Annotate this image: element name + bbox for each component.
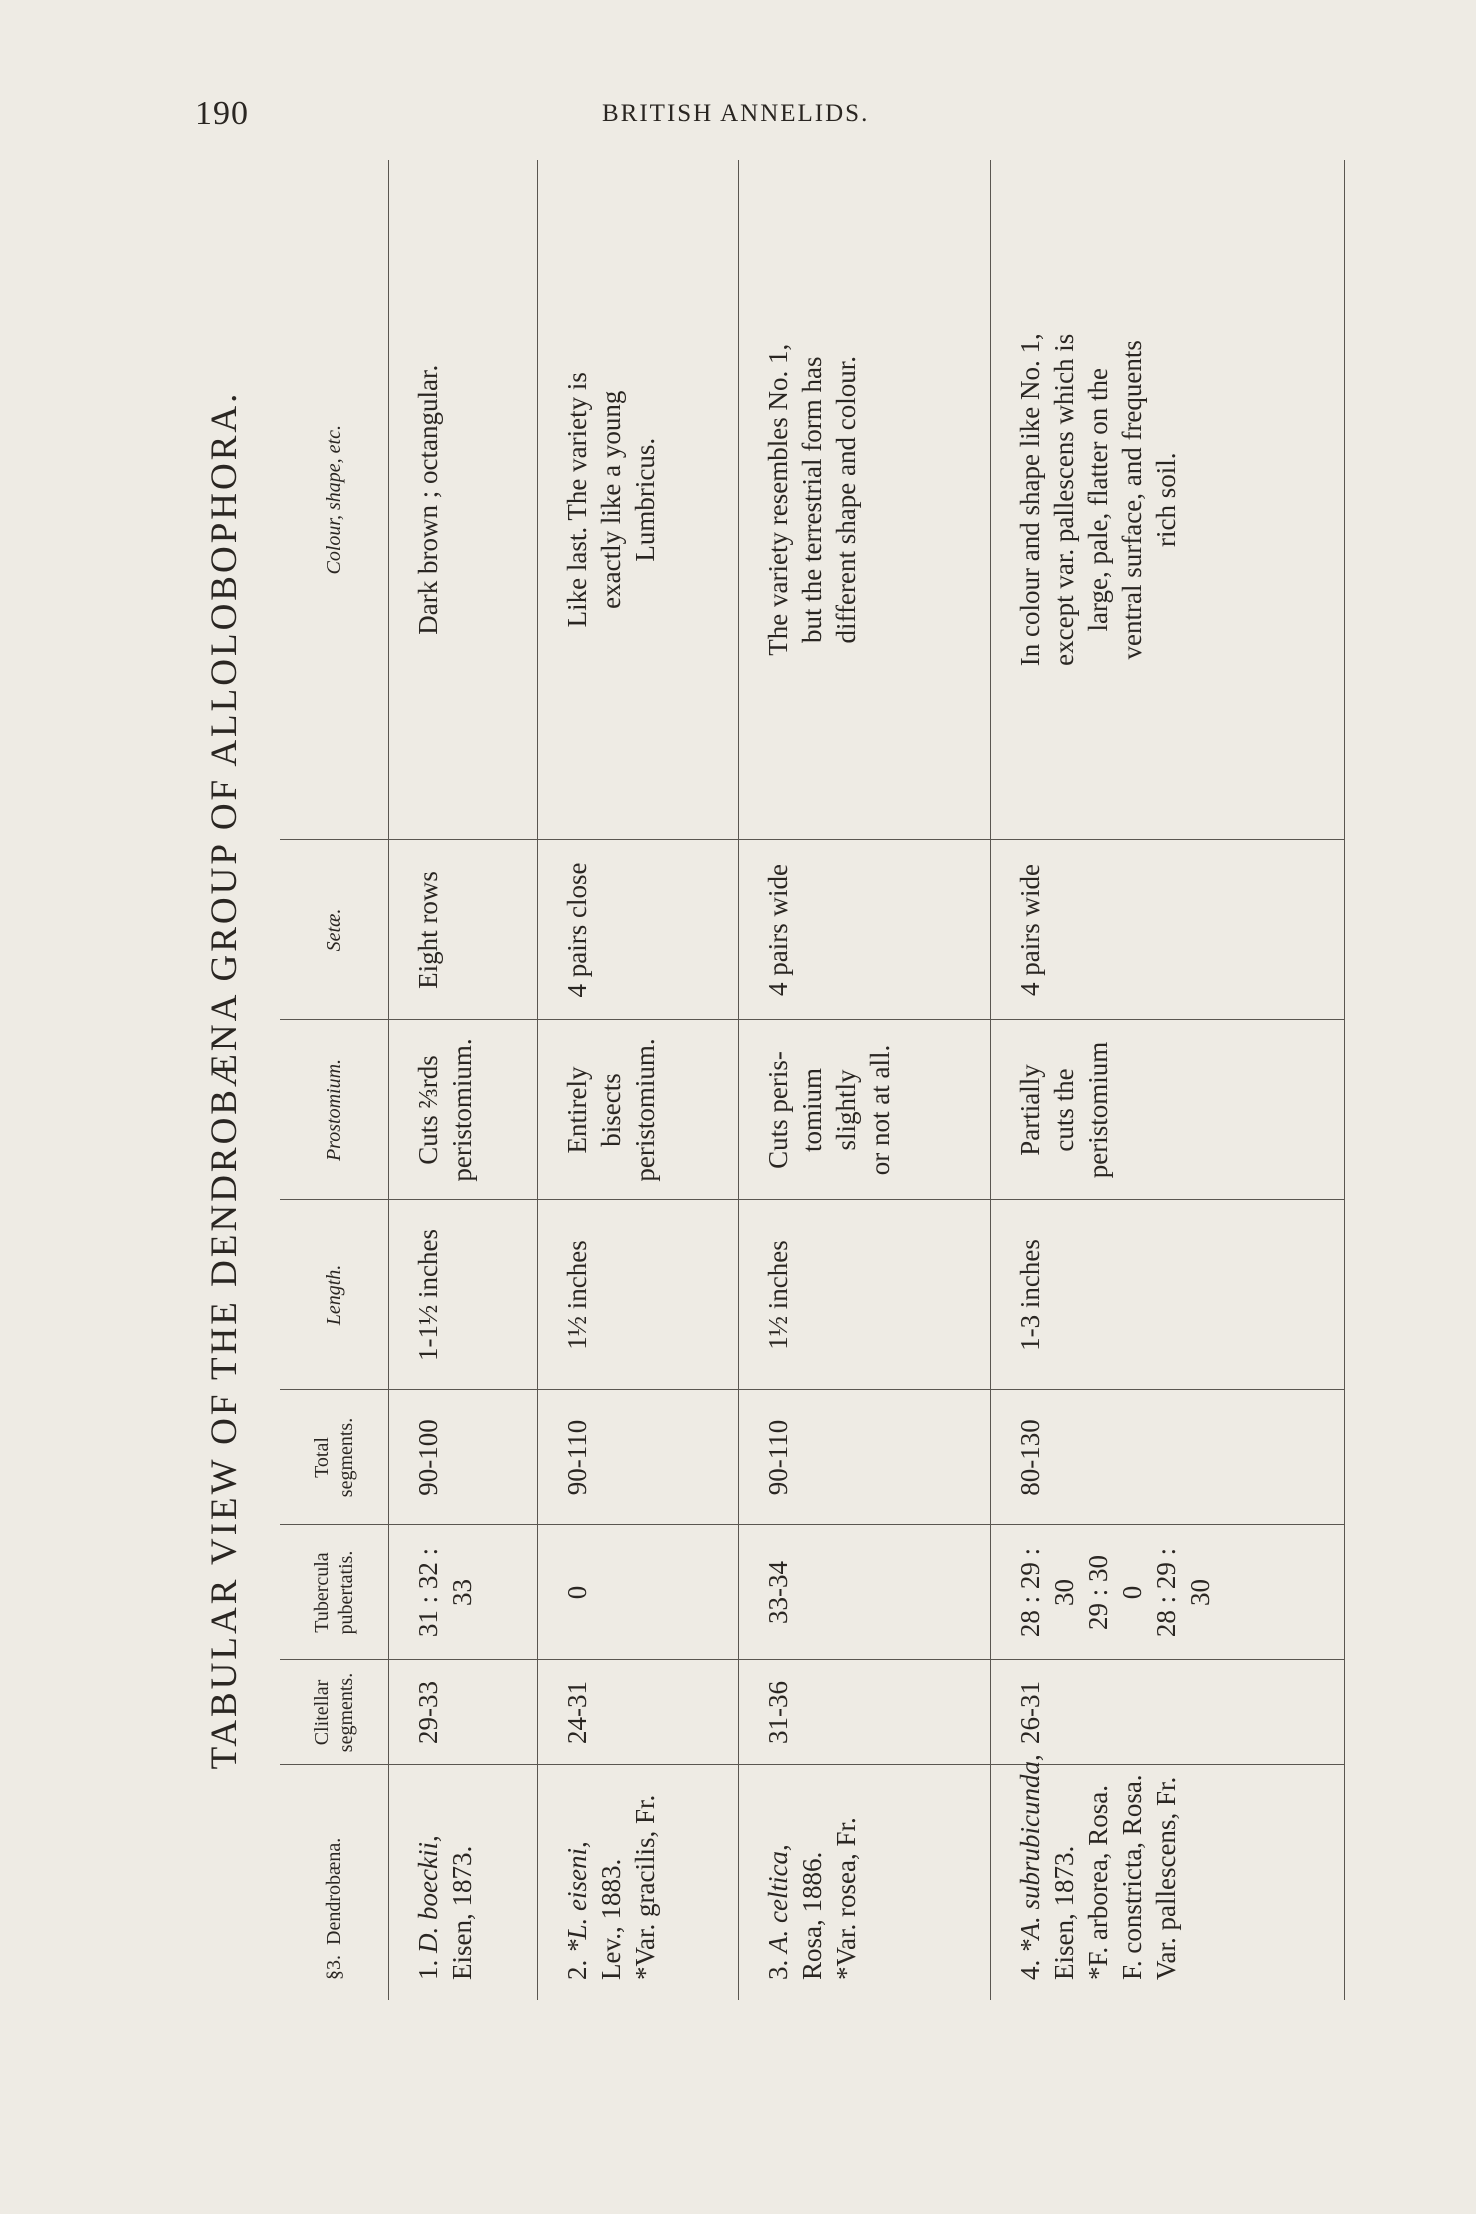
species-name xyxy=(411,1776,445,1981)
table-row xyxy=(991,160,1345,2000)
running-head xyxy=(0,0,1476,180)
prostomium-line: cuts the xyxy=(1049,1068,1080,1152)
species-cell xyxy=(389,1765,538,2000)
tubercula-value: 33-34 xyxy=(763,1561,794,1624)
col-header-clitellar-line2: segments. xyxy=(335,1672,357,1753)
prostomium-cell xyxy=(389,1020,538,1200)
species-authority: Lev., 1883. xyxy=(596,1858,627,1980)
tubercula-value: 0 xyxy=(1117,1585,1148,1600)
col-header-dendrobaena-label: Dendrobæna. xyxy=(323,1837,345,1945)
col-header-total-line1: Total xyxy=(311,1437,333,1478)
setae-cell: 4 pairs wide xyxy=(739,840,991,1020)
species-cell xyxy=(538,1765,739,2000)
colour-cell xyxy=(739,160,991,840)
species-binomial: A. celtica, xyxy=(763,1844,794,1953)
colour-line: exactly like a young xyxy=(596,390,627,609)
col-header-prostomium-label: Prostomium. xyxy=(323,1058,345,1162)
table-row xyxy=(389,160,538,2000)
prostomium-line: Cuts ⅔rds xyxy=(413,1055,443,1165)
colour-line: ventral surface, and frequents xyxy=(1117,340,1148,660)
row-number: 1. xyxy=(413,1959,443,1980)
col-header-length xyxy=(280,1200,389,1390)
length-cell: 1-1½ inches xyxy=(389,1200,538,1390)
clitellar-cell: 24-31 xyxy=(538,1660,739,1765)
col-header-prostomium xyxy=(280,1020,389,1200)
dendrobaena-table xyxy=(280,160,1345,2000)
col-header-tubercula xyxy=(280,1525,389,1660)
total-segments-cell: 80-130 xyxy=(991,1390,1345,1525)
col-header-tubercula-line1: Tubercula xyxy=(311,1552,333,1633)
setae-cell: 4 pairs wide xyxy=(991,840,1345,1020)
species-form: F. constricta, Rosa. xyxy=(1117,1774,1148,1980)
colour-line: Lumbricus. xyxy=(630,437,661,562)
colour-line: In colour and shape like No. 1, xyxy=(1015,333,1046,667)
col-header-setae-label: Setæ. xyxy=(323,908,345,952)
clitellar-cell: 31-36 xyxy=(739,1660,991,1765)
length-cell: 1-3 inches xyxy=(991,1200,1345,1390)
tubercula-cell xyxy=(739,1525,991,1660)
length-cell: 1½ inches xyxy=(538,1200,739,1390)
species-name xyxy=(1013,1754,1047,1981)
tubercula-value: 28 : 29 : 30 xyxy=(1015,1547,1080,1638)
page-number: 190 xyxy=(195,95,249,132)
col-header-colour-label: Colour, shape, etc. xyxy=(323,425,345,575)
tubercula-cell xyxy=(538,1525,739,1660)
col-header-tubercula-line2: pubertatis. xyxy=(335,1550,357,1635)
col-header-total xyxy=(280,1390,389,1525)
prostomium-cell xyxy=(538,1020,739,1200)
running-title: BRITISH ANNELIDS. xyxy=(602,100,870,127)
colour-line: Like last. The variety is xyxy=(562,372,593,628)
table-bottom-rule xyxy=(1344,160,1345,2000)
prostomium-line: peristomium. xyxy=(447,1038,477,1182)
colour-line: rich soil. xyxy=(1151,452,1182,547)
setae-cell: 4 pairs close xyxy=(538,840,739,1020)
clitellar-cell: 29-33 xyxy=(389,1660,538,1765)
table-title: TABULAR VIEW OF THE DENDROBÆNA GROUP OF ALLOLOBOPHORA. xyxy=(204,390,245,1770)
colour-line: different shape and colour. xyxy=(831,356,862,644)
total-segments-cell: 90-110 xyxy=(739,1390,991,1525)
prostomium-line: peristomium. xyxy=(630,1038,661,1182)
species-name xyxy=(560,1776,594,1981)
species-variety: Var. pallescens, Fr. xyxy=(1151,1776,1182,1980)
tubercula-value: 28 : 29 : 30 xyxy=(1151,1547,1216,1638)
col-header-dendrobaena xyxy=(280,1765,389,2000)
tubercula-value: 29 : 30 xyxy=(1083,1555,1114,1631)
colour-line: Dark brown ; octangular. xyxy=(413,364,443,635)
col-header-clitellar-line1: Clitellar xyxy=(311,1679,333,1746)
clitellar-cell: 26-31 xyxy=(991,1660,1345,1765)
species-authority: Eisen, 1873. xyxy=(447,1845,477,1980)
tubercula-value: 0 xyxy=(562,1585,593,1600)
rotated-table-block xyxy=(180,160,1345,2000)
table-row xyxy=(739,160,991,2000)
colour-line: except var. pallescens which is xyxy=(1049,333,1080,666)
prostomium-line: Cuts peris- xyxy=(763,1051,794,1169)
species-cell xyxy=(991,1754,1345,2000)
species-variety: *Var. rosea, Fr. xyxy=(831,1817,862,1980)
row-number: 4. xyxy=(1015,1959,1046,1980)
col-header-length-label: Length. xyxy=(323,1264,345,1326)
col-header-setae xyxy=(280,840,389,1020)
col-header-clitellar xyxy=(280,1660,389,1765)
colour-line: large, pale, flatter on the xyxy=(1083,368,1114,632)
tubercula-value: 31 : 32 : 33 xyxy=(413,1547,477,1638)
row-number: 3. xyxy=(763,1959,794,1980)
tubercula-cell xyxy=(389,1525,538,1660)
species-variety: *Var. gracilis, Fr. xyxy=(630,1794,661,1980)
prostomium-line: Partially xyxy=(1015,1064,1046,1156)
length-cell: 1½ inches xyxy=(739,1200,991,1390)
prostomium-line: tomium slightly xyxy=(797,1068,862,1153)
species-name xyxy=(761,1776,795,1981)
colour-line: but the terrestrial form has xyxy=(797,356,828,643)
row-number: 2. xyxy=(562,1959,593,1980)
species-authority: Eisen, 1873. xyxy=(1049,1845,1080,1980)
colour-cell xyxy=(389,160,538,840)
colour-cell xyxy=(538,160,739,840)
species-authority: Rosa, 1886. xyxy=(797,1851,828,1980)
colour-cell xyxy=(991,160,1345,840)
colour-line: The variety resembles No. 1, xyxy=(763,343,794,656)
species-form: *F. arborea, Rosa. xyxy=(1083,1784,1114,1980)
prostomium-line: peristomium xyxy=(1083,1041,1114,1179)
setae-cell: Eight rows xyxy=(389,840,538,1020)
prostomium-cell xyxy=(991,1020,1345,1200)
species-binomial: *A. subrubicunda, xyxy=(1015,1754,1046,1953)
col-header-total-line2: segments. xyxy=(335,1417,357,1498)
prostomium-line: or not at all. xyxy=(865,1044,896,1176)
prostomium-line: Entirely xyxy=(562,1066,593,1154)
tubercula-cell xyxy=(991,1525,1345,1660)
species-cell xyxy=(739,1765,991,2000)
species-binomial: *L. eiseni, xyxy=(562,1841,593,1953)
col-header-colour xyxy=(280,160,389,840)
species-binomial: D. boeckii, xyxy=(413,1835,443,1953)
prostomium-line: bisects xyxy=(596,1073,627,1147)
table-row xyxy=(538,160,739,2000)
section-mark: §3. xyxy=(323,1955,345,1980)
table-header-row xyxy=(280,160,389,2000)
prostomium-cell xyxy=(739,1020,991,1200)
total-segments-cell: 90-100 xyxy=(389,1390,538,1525)
total-segments-cell: 90-110 xyxy=(538,1390,739,1525)
